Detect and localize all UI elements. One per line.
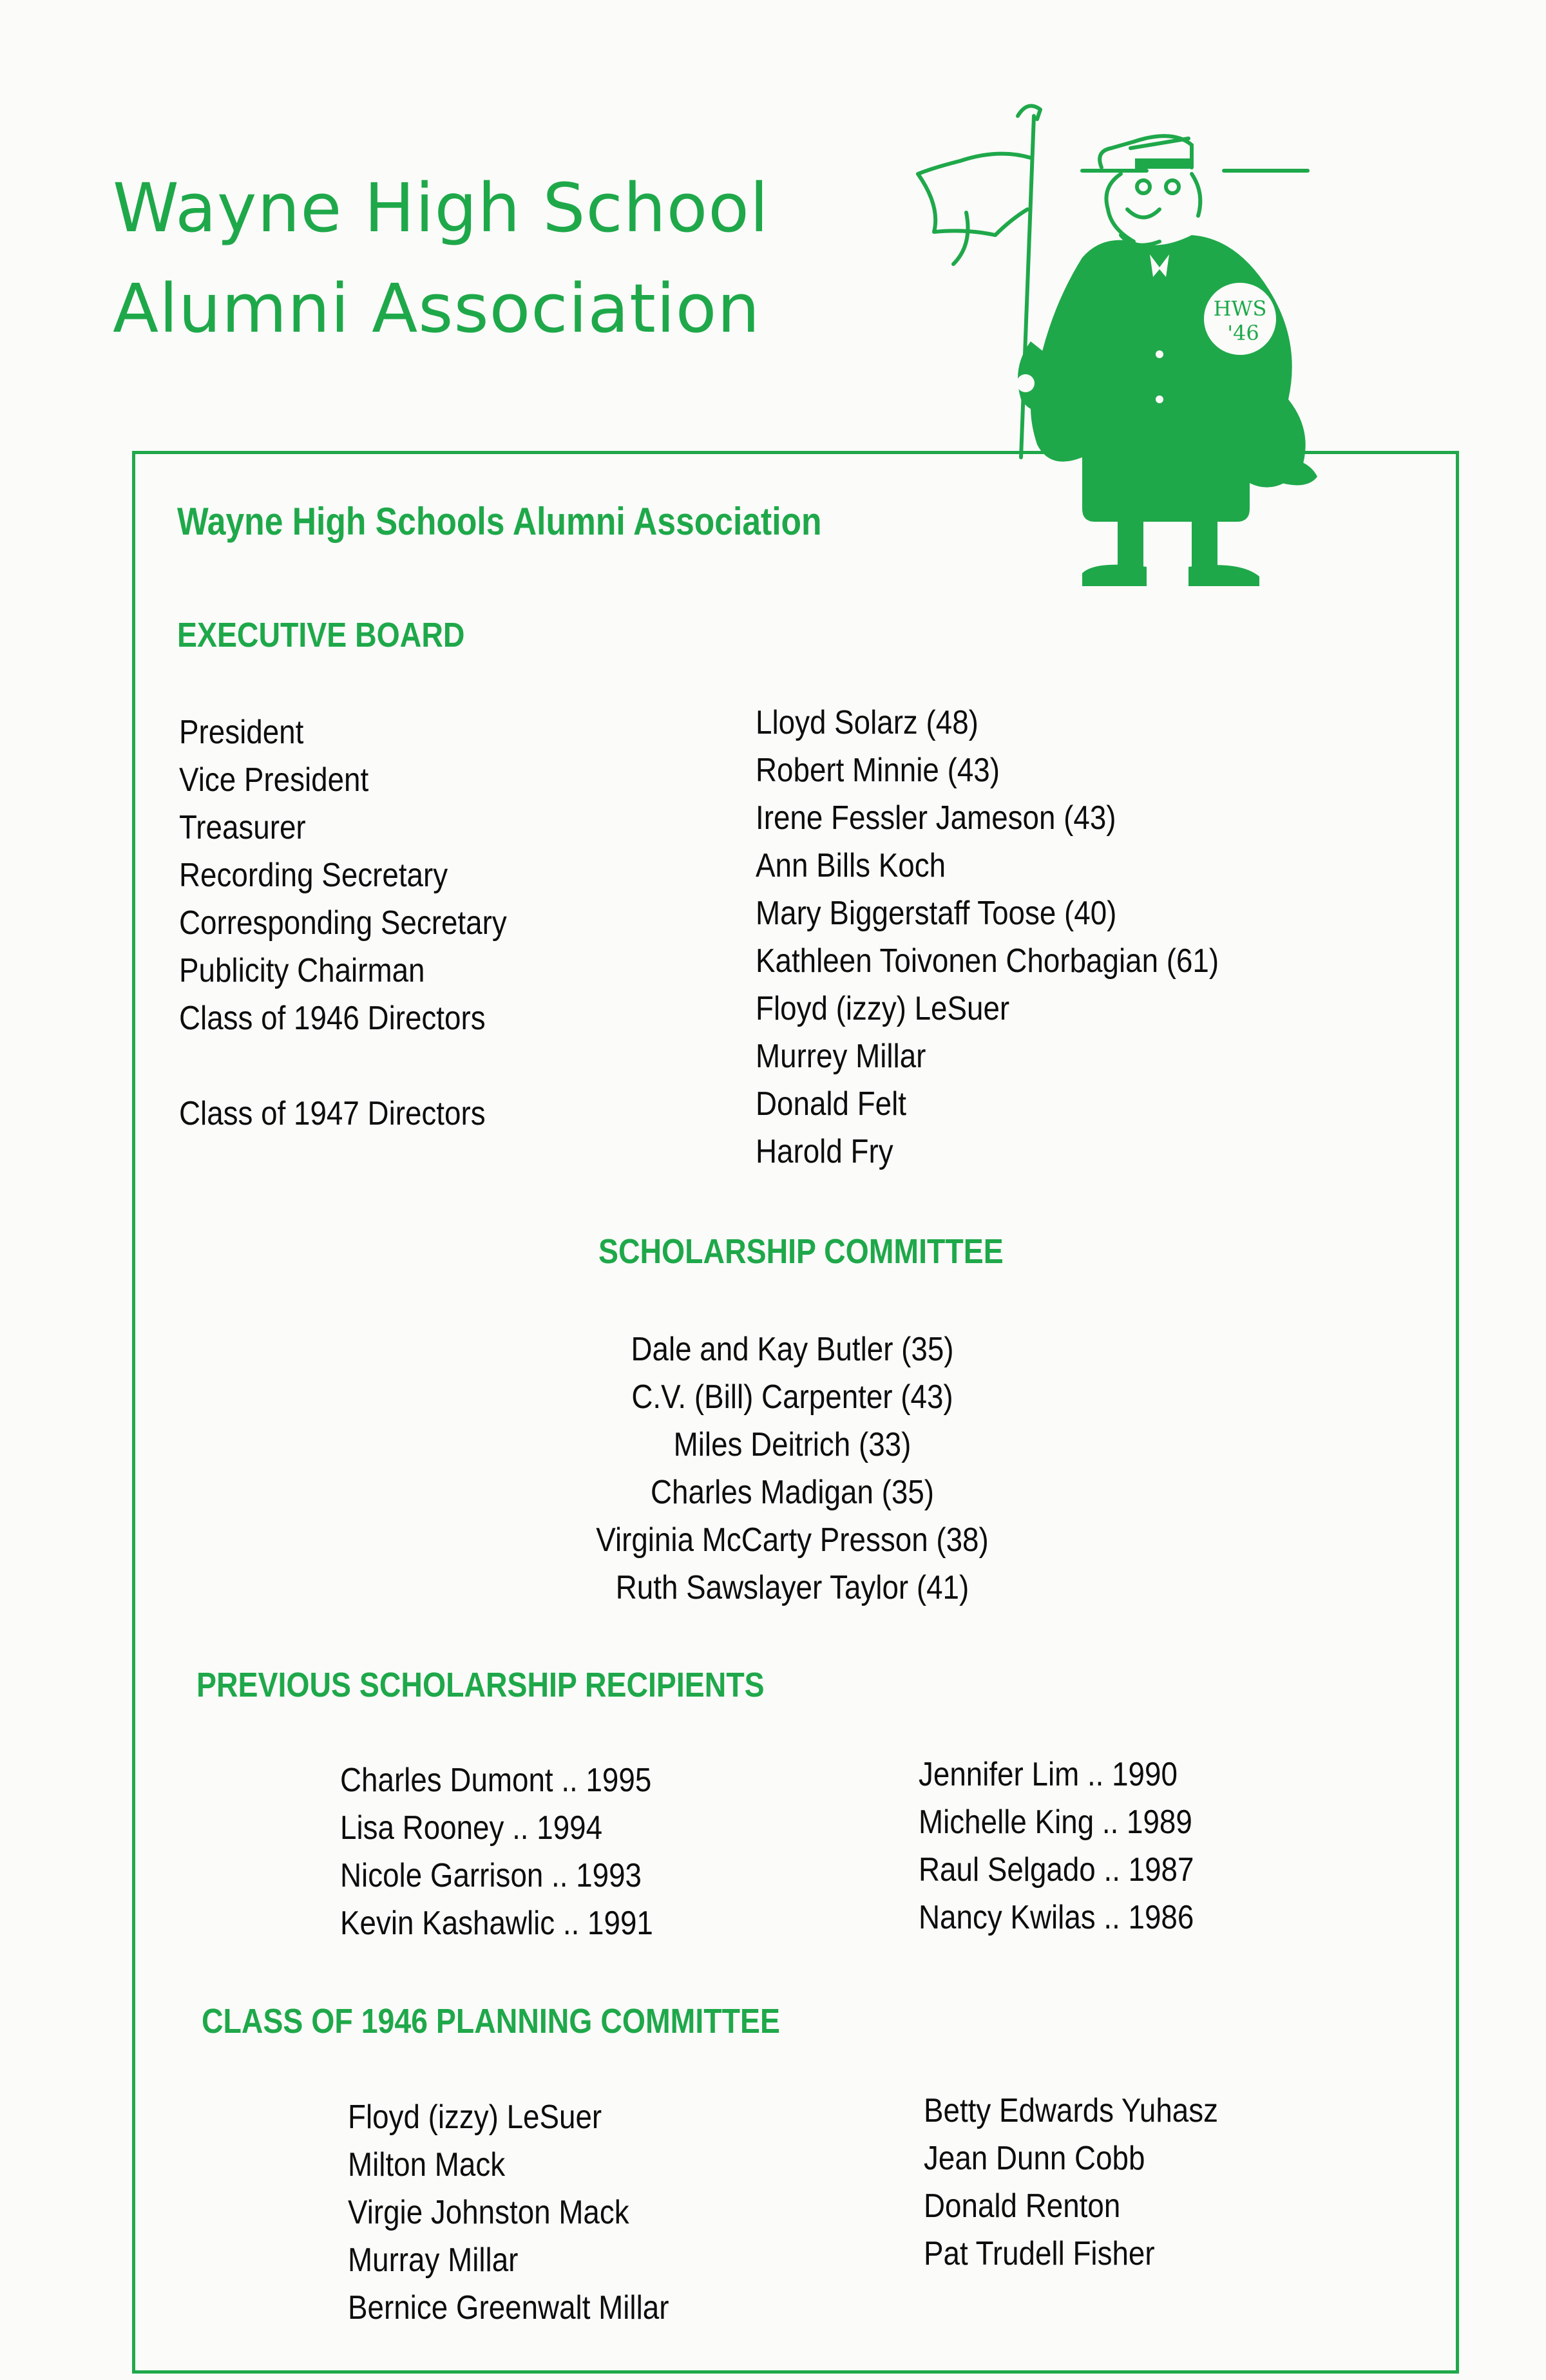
recipients-left bbox=[340, 1756, 653, 1947]
board-member: Harold Fry bbox=[756, 1133, 893, 1170]
executive-board-heading: EXECUTIVE BOARD bbox=[177, 616, 465, 654]
board-role: Recording Secretary bbox=[179, 857, 448, 894]
executive-board-roles bbox=[179, 709, 507, 1138]
previous-recipients-heading: PREVIOUS SCHOLARSHIP RECIPIENTS bbox=[196, 1666, 765, 1704]
list-item: Lisa Rooney .. 1994 bbox=[340, 1809, 603, 1847]
list-item: Dale and Kay Butler (35) bbox=[631, 1331, 954, 1368]
board-member: Donald Felt bbox=[756, 1085, 907, 1123]
board-role: Class of 1947 Directors bbox=[179, 1095, 486, 1132]
list-item: Nancy Kwilas .. 1986 bbox=[919, 1899, 1194, 1936]
list-item: Charles Dumont .. 1995 bbox=[340, 1762, 652, 1799]
board-member: Kathleen Toivonen Chorbagian (61) bbox=[756, 942, 1219, 980]
badge-line-1: HWS bbox=[1213, 296, 1267, 321]
board-role: Corresponding Secretary bbox=[179, 904, 507, 942]
board-member: Mary Biggerstaff Toose (40) bbox=[756, 895, 1117, 932]
list-item: Kevin Kashawlic .. 1991 bbox=[340, 1905, 653, 1942]
board-role: Class of 1946 Directors bbox=[179, 1000, 486, 1037]
board-member: Ann Bills Koch bbox=[756, 847, 946, 884]
planning-right bbox=[924, 2087, 1218, 2278]
list-item: Murray Millar bbox=[348, 2242, 519, 2279]
planning-left bbox=[348, 2093, 669, 2332]
list-item: Betty Edwards Yuhasz bbox=[924, 2092, 1219, 2129]
list-item: Jean Dunn Cobb bbox=[924, 2140, 1145, 2177]
scholarship-committee-heading: SCHOLARSHIP COMMITTEE bbox=[598, 1232, 1004, 1271]
list-item: Milton Mack bbox=[348, 2146, 506, 2184]
list-item: C.V. (Bill) Carpenter (43) bbox=[631, 1378, 953, 1416]
list-item: Bernice Greenwalt Millar bbox=[348, 2289, 669, 2327]
list-item: Nicole Garrison .. 1993 bbox=[340, 1857, 642, 1894]
list-item: Donald Renton bbox=[924, 2187, 1121, 2225]
board-member: Lloyd Solarz (48) bbox=[756, 704, 978, 741]
list-item: Charles Madigan (35) bbox=[650, 1474, 935, 1511]
list-item: Pat Trudell Fisher bbox=[924, 2235, 1155, 2272]
title-line-2: Alumni Association bbox=[113, 269, 761, 348]
list-item: Jennifer Lim .. 1990 bbox=[919, 1756, 1178, 1793]
board-role: Publicity Chairman bbox=[179, 952, 425, 989]
list-item: Raul Selgado .. 1987 bbox=[919, 1851, 1194, 1889]
title-line-1: Wayne High School bbox=[113, 169, 769, 247]
board-role bbox=[179, 1042, 507, 1090]
board-role: Vice President bbox=[179, 761, 369, 799]
board-member: Murrey Millar bbox=[756, 1038, 926, 1075]
badge-line-2: '46 bbox=[1227, 321, 1259, 345]
executive-board-names bbox=[756, 699, 1219, 1176]
board-role: Treasurer bbox=[179, 809, 306, 846]
list-item: Floyd (izzy) LeSuer bbox=[348, 2099, 602, 2136]
mascot-illustration bbox=[889, 97, 1443, 644]
list-item: Virginia McCarty Presson (38) bbox=[596, 1521, 989, 1559]
board-role: President bbox=[179, 714, 304, 751]
scholarship-committee-list bbox=[566, 1326, 1019, 1612]
board-member: Irene Fessler Jameson (43) bbox=[756, 799, 1116, 837]
association-name: Wayne High Schools Alumni Association bbox=[177, 500, 822, 543]
list-item: Ruth Sawslayer Taylor (41) bbox=[615, 1569, 969, 1606]
recipients-right bbox=[919, 1751, 1194, 1941]
page-title bbox=[113, 158, 769, 359]
board-member: Robert Minnie (43) bbox=[756, 752, 1000, 789]
list-item: Michelle King .. 1989 bbox=[919, 1804, 1192, 1841]
list-item: Virgie Johnston Mack bbox=[348, 2194, 629, 2231]
planning-committee-heading: CLASS OF 1946 PLANNING COMMITTEE bbox=[202, 2002, 780, 2041]
board-member: Floyd (izzy) LeSuer bbox=[756, 990, 1010, 1027]
list-item: Miles Deitrich (33) bbox=[673, 1426, 911, 1463]
